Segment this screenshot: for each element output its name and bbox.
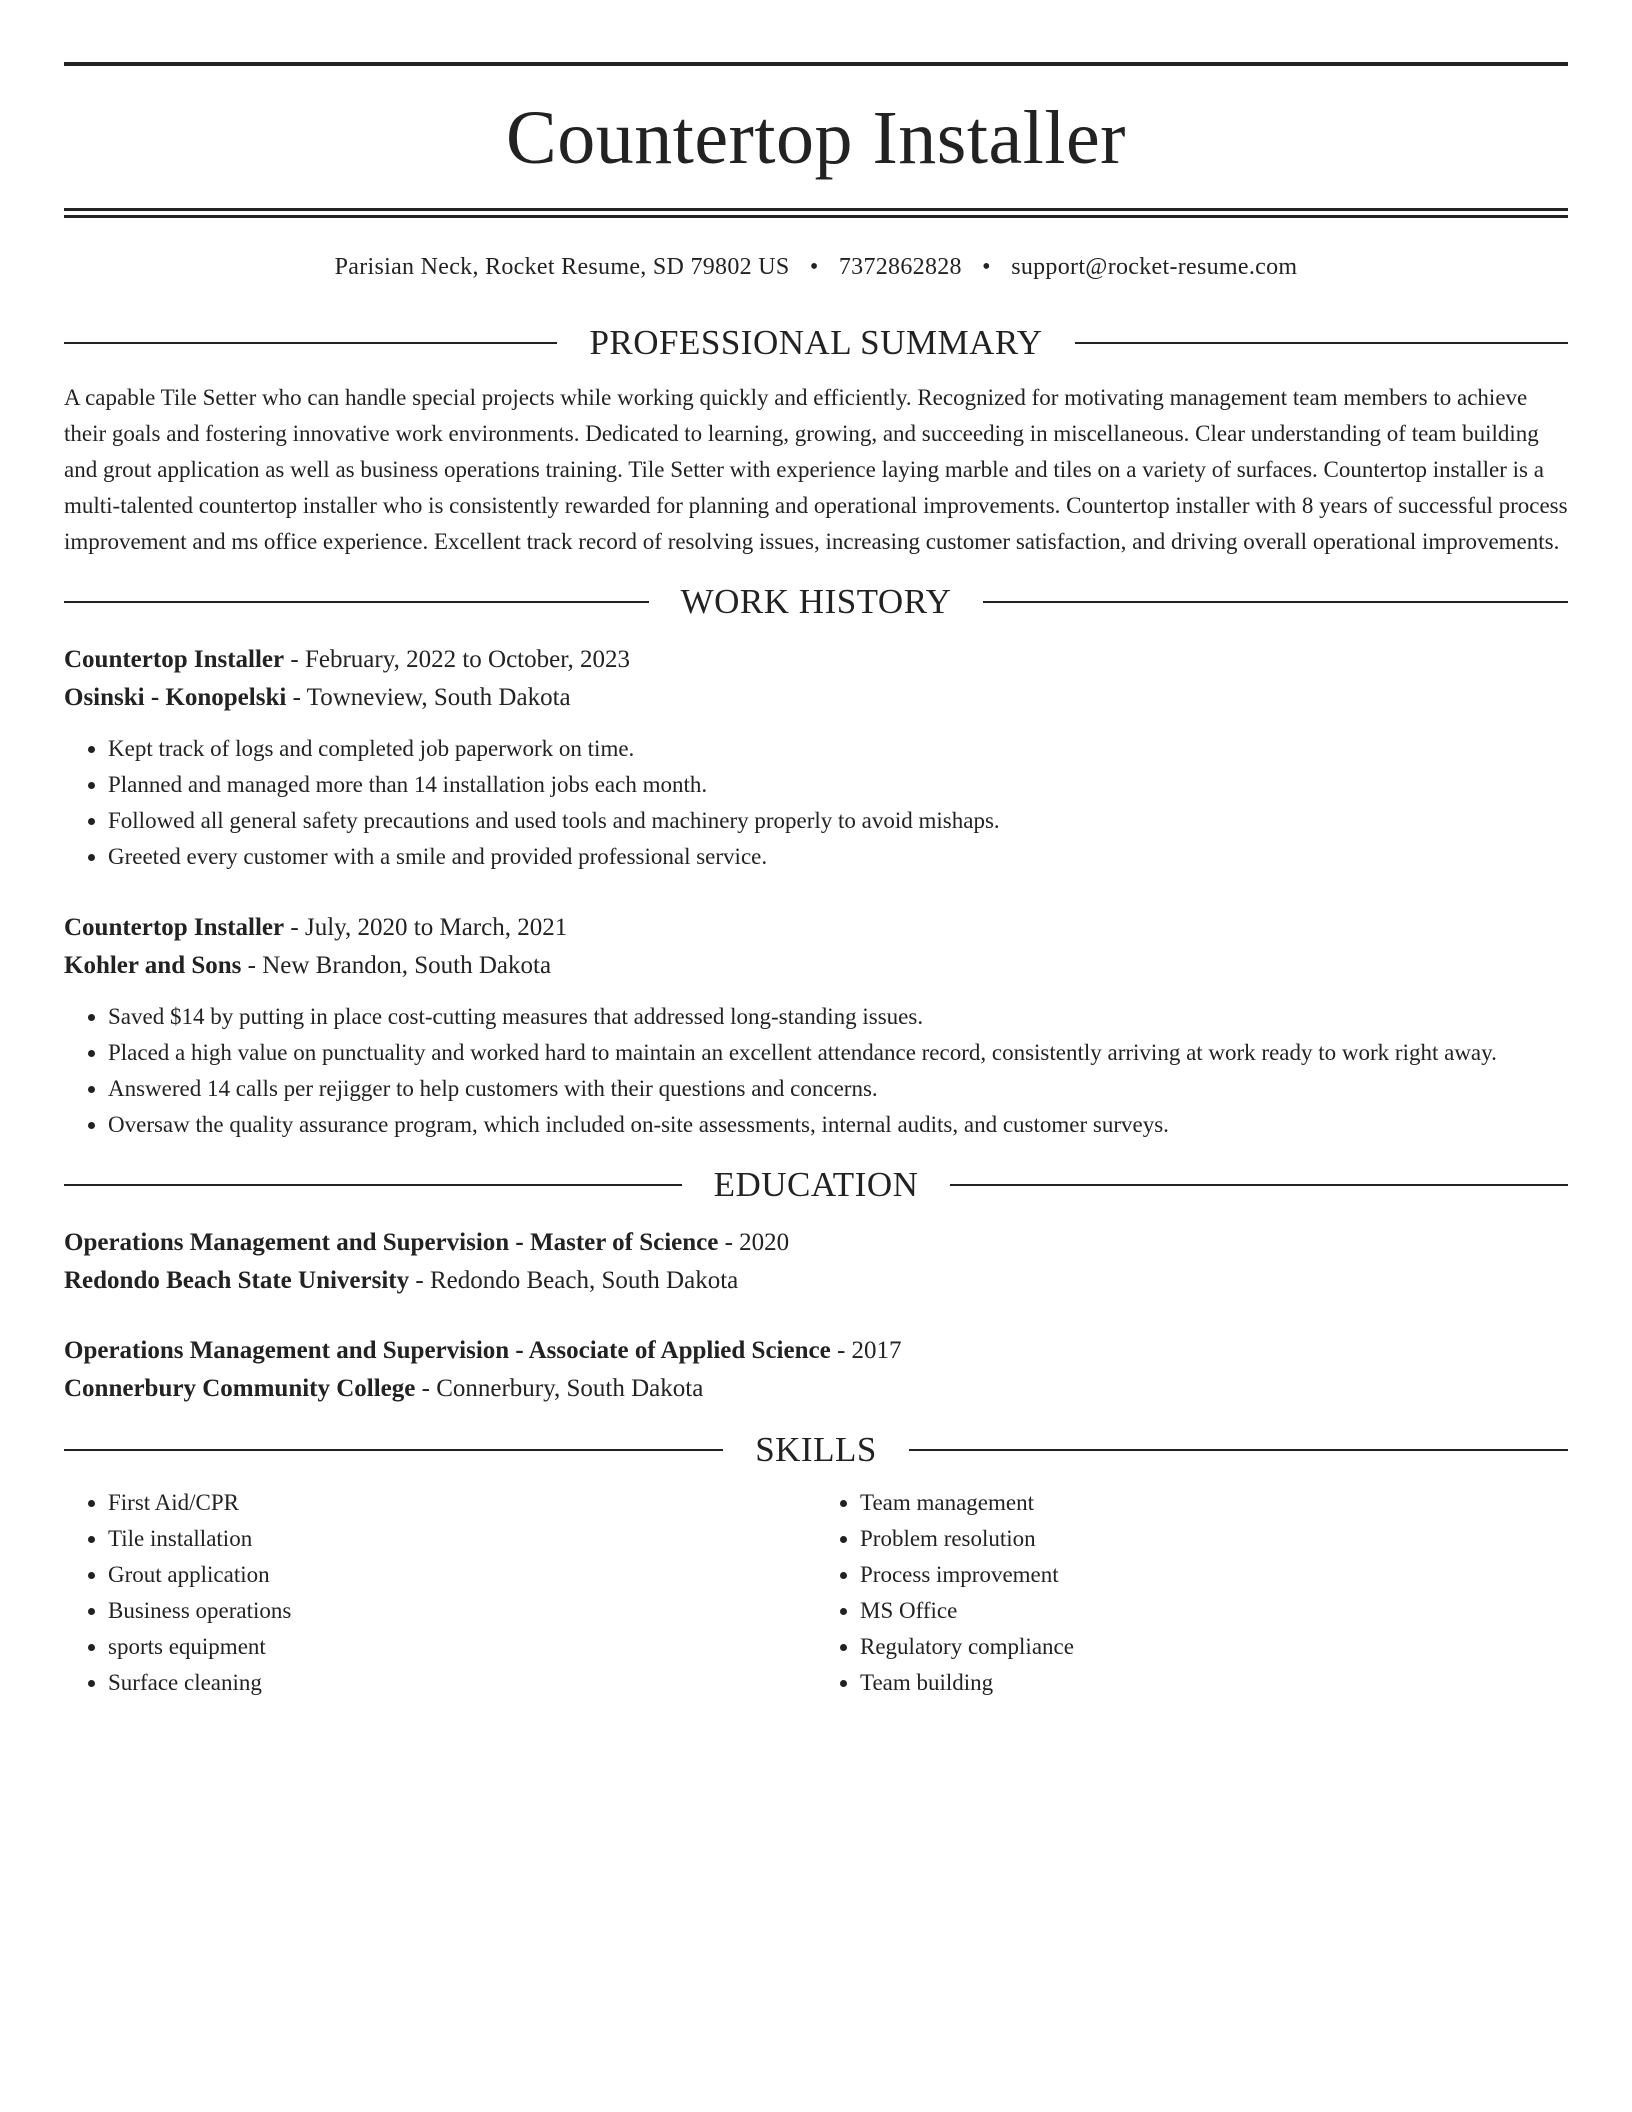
education-degree: Operations Management and Supervision - Associate of Applied Science bbox=[64, 1337, 831, 1364]
education-entry bbox=[64, 1332, 1568, 1408]
resume-content bbox=[64, 62, 1568, 1701]
heading-rule-right bbox=[983, 601, 1568, 603]
skills-column-right bbox=[816, 1485, 1568, 1701]
list-item: • Followed all general safety precautions and used tools and machinery properly to avoid mishaps. bbox=[108, 803, 1568, 839]
education-school-line bbox=[64, 1370, 1568, 1408]
job-title: Countertop Installer bbox=[64, 646, 285, 673]
list-item: • MS Office bbox=[860, 1593, 1568, 1629]
job-entry bbox=[64, 909, 1568, 1143]
list-item: • Placed a high value on punctuality and worked hard to maintain an excellent attendance record, consistently arriving at work ready to work right away. bbox=[108, 1035, 1568, 1071]
work-history-heading-label: WORK HISTORY bbox=[680, 582, 952, 621]
education-location: - Connerbury, South Dakota bbox=[415, 1375, 704, 1402]
summary-heading-label: PROFESSIONAL SUMMARY bbox=[589, 323, 1043, 362]
education-degree-line bbox=[64, 1224, 1568, 1262]
contact-address: Parisian Neck, Rocket Resume, SD 79802 US bbox=[334, 254, 790, 280]
contact-separator: • bbox=[982, 254, 991, 280]
education-entry bbox=[64, 1224, 1568, 1300]
job-location: - Towneview, South Dakota bbox=[286, 684, 571, 711]
list-item: • Greeted every customer with a smile and provided professional service. bbox=[108, 839, 1568, 875]
education-year: - 2020 bbox=[718, 1229, 790, 1256]
job-dates: - July, 2020 to March, 2021 bbox=[284, 914, 568, 941]
job-title-line bbox=[64, 641, 1568, 679]
list-item: • First Aid/CPR bbox=[108, 1485, 816, 1521]
list-item: • Saved $14 by putting in place cost-cutting measures that addressed long-standing issues. bbox=[108, 999, 1568, 1035]
list-item: • Team management bbox=[860, 1485, 1568, 1521]
list-item: • Team building bbox=[860, 1665, 1568, 1701]
education-year: - 2017 bbox=[830, 1337, 902, 1364]
list-item: • sports equipment bbox=[108, 1629, 816, 1665]
list-item: • Oversaw the quality assurance program, which included on-site assessments, internal audits, and customer surveys. bbox=[108, 1107, 1568, 1143]
job-title: Countertop Installer bbox=[64, 914, 285, 941]
list-item: • Surface cleaning bbox=[108, 1665, 816, 1701]
education-location: - Redondo Beach, South Dakota bbox=[409, 1267, 739, 1294]
list-item: • Grout application bbox=[108, 1557, 816, 1593]
heading-rule-left bbox=[64, 601, 649, 603]
job-location: - New Brandon, South Dakota bbox=[241, 952, 552, 979]
job-company: Osinski - Konopelski bbox=[64, 684, 287, 711]
list-item: • Planned and managed more than 14 installation jobs each month. bbox=[108, 767, 1568, 803]
job-entry bbox=[64, 641, 1568, 875]
job-company-line bbox=[64, 679, 1568, 717]
list-item: • Tile installation bbox=[108, 1521, 816, 1557]
contact-email[interactable]: support@rocket-resume.com bbox=[1011, 254, 1298, 280]
heading-rule-left bbox=[64, 342, 557, 344]
list-item: • Regulatory compliance bbox=[860, 1629, 1568, 1665]
top-rule bbox=[64, 62, 1568, 66]
summary-heading bbox=[64, 325, 1568, 360]
skills-heading-label: SKILLS bbox=[755, 1430, 877, 1469]
skills-heading bbox=[64, 1432, 1568, 1467]
heading-rule-right bbox=[909, 1449, 1568, 1451]
education-school: Redondo Beach State University bbox=[64, 1267, 410, 1294]
education-heading-label: EDUCATION bbox=[713, 1165, 919, 1204]
job-title-line bbox=[64, 909, 1568, 947]
list-item: • Business operations bbox=[108, 1593, 816, 1629]
job-bullets bbox=[64, 731, 1568, 875]
title-double-rule bbox=[64, 208, 1568, 218]
contact-separator: • bbox=[809, 254, 819, 280]
job-bullets bbox=[64, 999, 1568, 1143]
skills-column-left bbox=[64, 1485, 816, 1701]
heading-rule-left bbox=[64, 1184, 682, 1186]
heading-rule-left bbox=[64, 1449, 723, 1451]
education-heading bbox=[64, 1167, 1568, 1202]
resume-title: Countertop Installer bbox=[506, 96, 1126, 180]
contact-phone: 7372862828 bbox=[838, 254, 962, 280]
job-company: Kohler and Sons bbox=[64, 952, 242, 979]
heading-rule-right bbox=[950, 1184, 1568, 1186]
summary-text: A capable Tile Setter who can handle special projects while working quickly and efficiently. Recognized for motivating management team members to achieve their goals and fostering innovative work environments. Dedicated to learning, growing, and succeeding in miscellaneous. Clear understanding of team building and grout application as well as business operations training. Tile Setter with experience laying marble and tiles on a variety of surfaces. Countertop installer is a multi-talented countertop installer who is consistently rewarded for planning and operational improvements. Countertop installer with 8 years of successful process improvement and ms office experience. Excellent track record of resolving issues, increasing customer satisfaction, and driving overall operational improvements. bbox=[64, 385, 1568, 554]
education-school: Connerbury Community College bbox=[64, 1375, 416, 1402]
contact-line bbox=[64, 254, 1568, 281]
education-degree-line bbox=[64, 1332, 1568, 1370]
job-dates: - February, 2022 to October, 2023 bbox=[284, 646, 631, 673]
heading-rule-right bbox=[1075, 342, 1568, 344]
education-school-line bbox=[64, 1262, 1568, 1300]
education-degree: Operations Management and Supervision - Master of Science bbox=[64, 1229, 719, 1256]
job-company-line bbox=[64, 947, 1568, 985]
list-item: • Problem resolution bbox=[860, 1521, 1568, 1557]
list-item: • Kept track of logs and completed job paperwork on time. bbox=[108, 731, 1568, 767]
list-item: • Answered 14 calls per rejigger to help customers with their questions and concerns. bbox=[108, 1071, 1568, 1107]
list-item: • Process improvement bbox=[860, 1557, 1568, 1593]
work-history-heading bbox=[64, 584, 1568, 619]
skills-list bbox=[64, 1485, 1568, 1701]
